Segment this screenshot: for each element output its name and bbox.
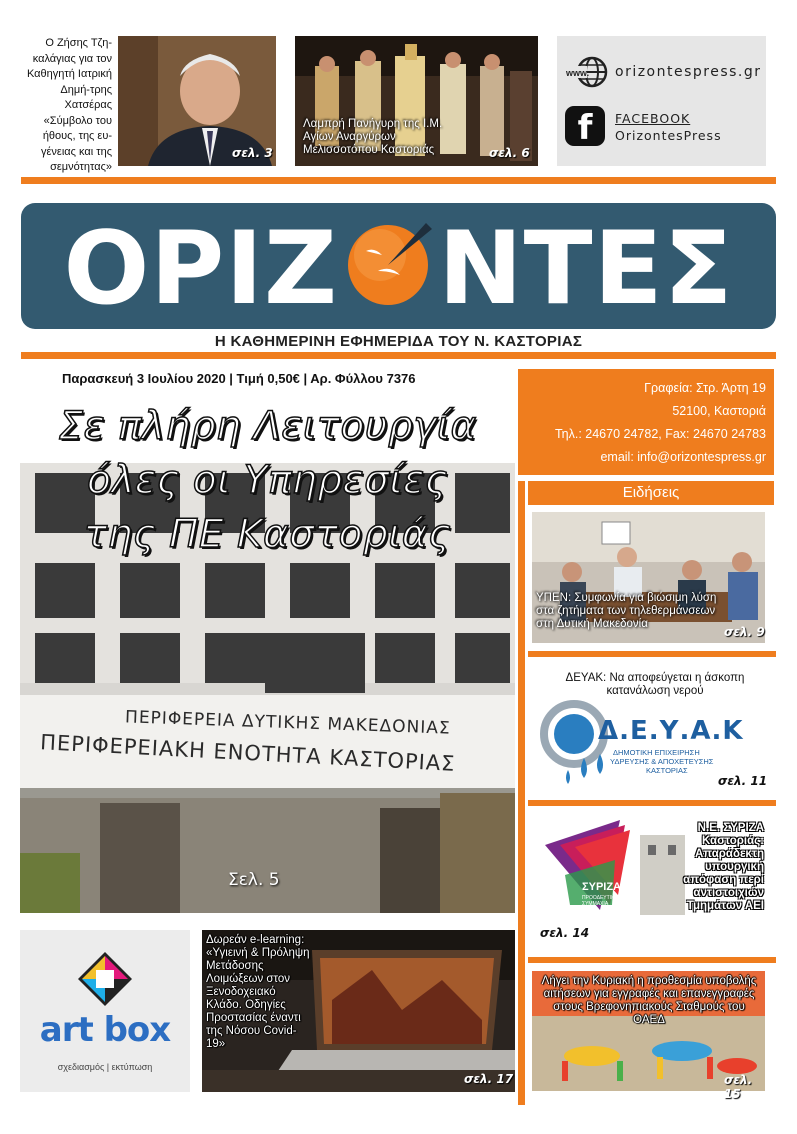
page-tag: σελ. 15 [724, 1073, 753, 1101]
deyak-sub-3: ΚΑΣΤΟΡΙΑΣ [646, 766, 688, 775]
news-section-header[interactable]: Ειδήσεις [528, 481, 774, 505]
social-box [557, 36, 766, 166]
facebook-name[interactable]: OrizontesPress [615, 128, 722, 143]
contact-postcode: 52100, Καστοριά [672, 404, 766, 418]
facebook-icon[interactable]: f [565, 106, 605, 146]
deyak-sub-2: ΥΔΡΕΥΣΗΣ & ΑΠΟΧΕΤΕΥΣΗΣ [610, 757, 714, 766]
contact-address: Γραφεία: Στρ. Άρτη 19 [644, 381, 766, 395]
masthead-rule-bottom [21, 352, 776, 359]
top-story-text-hatzeras[interactable]: Ο Ζήσης Τζη-καλάγιας για τον Καθηγητή Ιατρική Δημή-τρης Χατσέρας «Σύμβολο του ήθους, της ευ-γένειας και της σεμνότητας» [26, 37, 112, 173]
main-headline[interactable]: Σε πλήρη Λειτουργία όλες οι Υπηρεσίες της ΠΕ Καστοριάς [58, 404, 477, 557]
facebook-label[interactable]: FACEBOOK [615, 111, 691, 126]
news-divider-2 [528, 800, 776, 806]
news-divider-1 [528, 651, 776, 657]
page-tag: σελ. 3 [232, 146, 273, 160]
sign-line-2: ΠΕΡΙΦΕΡΕΙΑΚΗ ΕΝΟΤΗΤΑ ΚΑΣΤΟΡΙΑΣ [39, 730, 457, 776]
church-caption: Λαμπρή Πανήγυρη της Ι.Μ. Αγίων Αναργύρων Μελισσοτόπου Καστοριάς [303, 118, 443, 156]
main-page-tag: Σελ. 5 [228, 870, 280, 890]
deyak-caption[interactable]: ΔΕΥΑΚ: Να αποφεύγεται η άσκοπη κατανάλωση νερού [565, 672, 745, 697]
newspaper-title: ΟΡΙΖ ΝΤΕΣ [63, 209, 734, 327]
syriza-logo-sub: ΠΡΟΟΔΕΥΤΙΚΗ ΣΥΜΜΑΧΙΑ [582, 895, 619, 907]
artbox-sub: σχεδιασμός | εκτύπωση [57, 1062, 153, 1072]
oaed-caption: Λήγει την Κυριακή η προθεσμία υποβολής αιτήσεων για εγγραφές και επανεγγραφές στους Βρεφονηπιακούς Σταθμούς του ΟΑΕΔ [541, 975, 757, 1026]
masthead-rule-top [21, 177, 776, 184]
news-divider-3 [528, 957, 776, 963]
deyak-sub-1: ΔΗΜΟΤΙΚΗ ΕΠΙΧΕΙΡΗΣΗ [613, 748, 700, 757]
issue-dateline: Παρασκευή 3 Ιουλίου 2020 | Τιμή 0,50€ | Αρ. Φύλλου 7376 [62, 371, 416, 386]
page-tag: σελ. 6 [489, 146, 530, 160]
page-tag: σελ. 14 [540, 926, 590, 940]
contact-phone: Τηλ.: 24670 24782, Fax: 24670 24783 [554, 427, 766, 441]
artbox-logo-icon [78, 952, 132, 1006]
website-link[interactable]: orizontespress.gr [615, 64, 762, 80]
page-tag: σελ. 11 [718, 774, 768, 788]
syriza-logo[interactable] [540, 815, 690, 915]
column-divider [518, 481, 525, 1105]
photo-church-feast[interactable] [295, 36, 538, 166]
artbox-ad[interactable] [20, 930, 190, 1092]
page-tag: σελ. 17 [464, 1072, 514, 1086]
deyak-logo-text: Δ.Ε.Υ.Α.Κ [598, 716, 744, 746]
ypen-caption: ΥΠΕΝ: Συμφωνία για βιώσιμη λύση στα ζητήματα των τηλεθερμάνσεων στη Δυτική Μακεδονία [536, 592, 717, 630]
artbox-name: art box [39, 1010, 171, 1050]
svg-text:www.: www. [566, 68, 590, 78]
elearning-caption: Δωρεάν e-learning: «Υγιεινή & Πρόληψη Μετάδοσης Λοιμώξεων στον Ξενοδοχειακό Κλάδο. Οδηγίες Προστασίας έναντι της Νόσου Covid-19» [206, 934, 310, 1050]
masthead-tagline: Η ΚΑΘΗΜΕΡΙΝΗ ΕΦΗΜΕΡΙΔΑ ΤΟΥ Ν. ΚΑΣΤΟΡΙΑΣ [214, 333, 583, 350]
orange-ball-icon [338, 217, 438, 307]
photo-portrait[interactable] [118, 36, 276, 166]
page-tag: σελ. 9 [724, 625, 765, 639]
globe-icon[interactable] [565, 53, 607, 91]
masthead-banner[interactable] [21, 203, 776, 329]
syriza-logo-text: ΣΥΡΙΖΑ [582, 881, 621, 893]
elearning-photo[interactable] [202, 930, 515, 1092]
news-photo-ypen[interactable] [532, 512, 765, 643]
contact-email[interactable]: email: info@orizontespress.gr [600, 450, 766, 464]
news-photo-oaed[interactable] [532, 971, 765, 1101]
sign-line-1: ΠΕΡΙΦΕΡΕΙΑ ΔΥΤΙΚΗΣ ΜΑΚΕΔΟΝΙΑΣ [124, 707, 451, 739]
contact-box [518, 369, 774, 475]
syriza-caption[interactable]: Ν.Ε. ΣΥΡΙΖΑ Καστοριάς: Απαράδεκτη υπουργική απόφαση περί αντιστοιχιών Τμημάτων ΑΕΙ [683, 822, 764, 912]
